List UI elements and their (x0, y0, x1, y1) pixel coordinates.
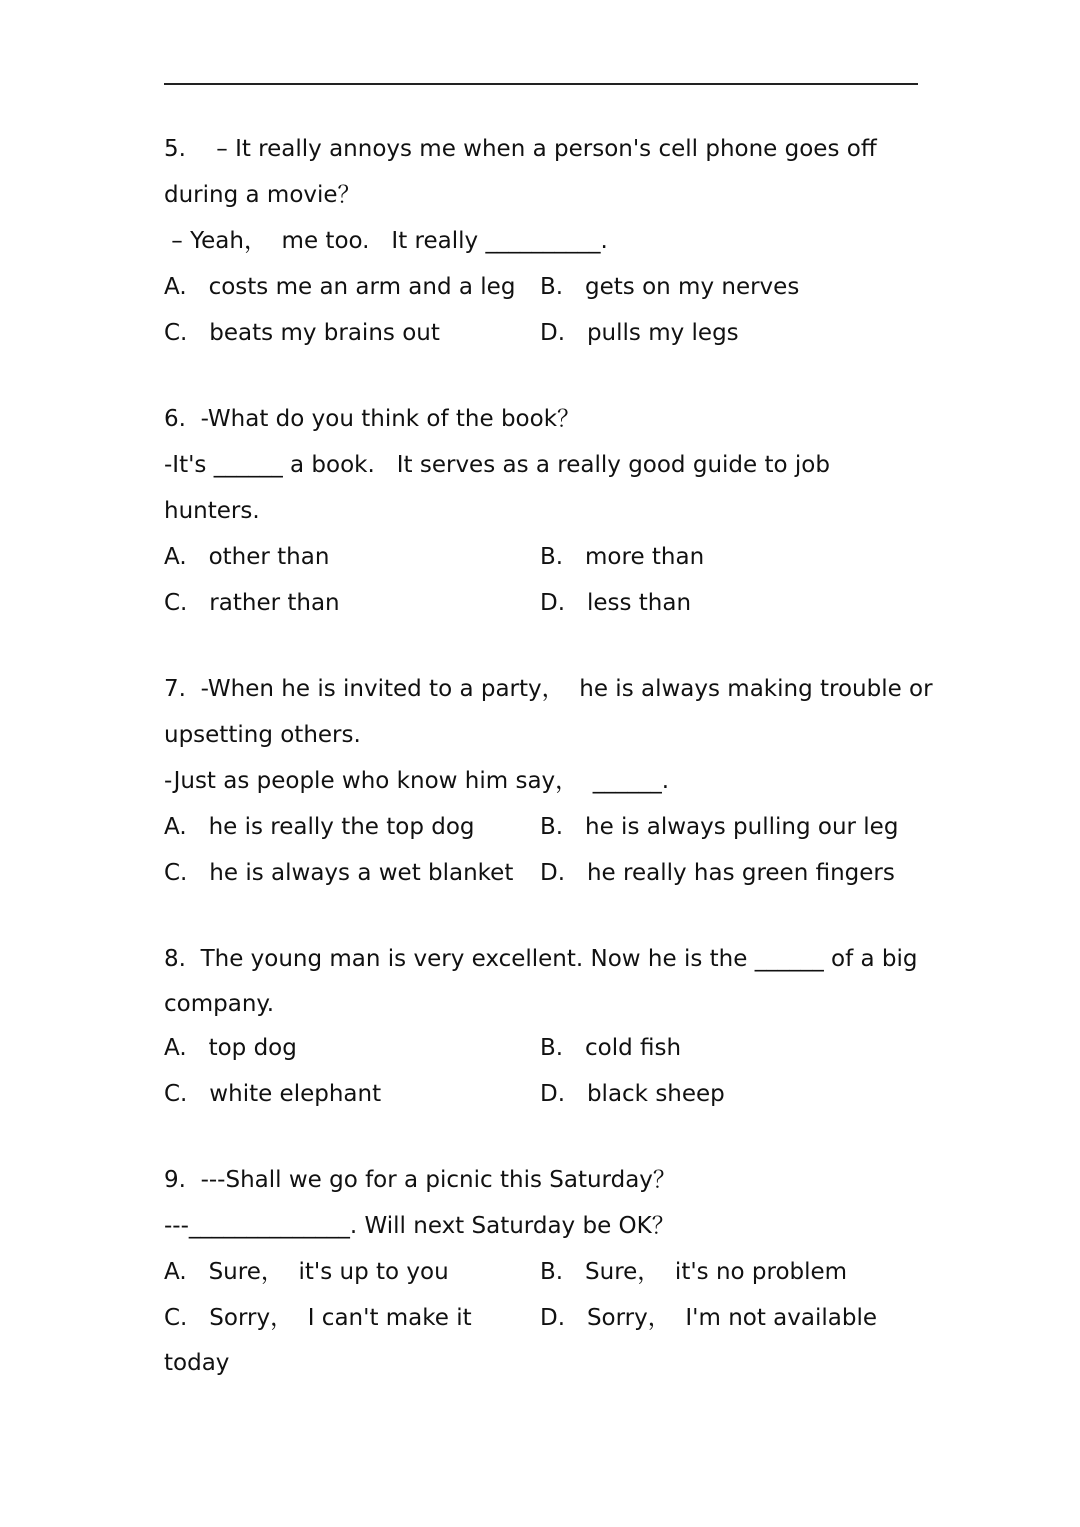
answer-blank: ______________ (188, 1213, 350, 1239)
option-b: B. more than (540, 544, 705, 570)
answer-blank: ______ (754, 946, 824, 972)
question-stem: upsetting others. (164, 722, 361, 748)
option-c: C. he is always a wet blanket (164, 860, 514, 886)
question-stem: ---______________. Will next Saturday be OK？ (164, 1213, 675, 1239)
option-b: B. gets on my nerves (540, 274, 800, 300)
option-c: C. Sorry， I can't make it (164, 1305, 472, 1331)
question-stem: 5. – It really annoys me when a person's cell phone goes off (164, 136, 877, 162)
option-d: D. black sheep (540, 1081, 725, 1107)
question-stem: 6. -What do you think of the book？ (164, 406, 581, 432)
option-a: A. other than (164, 544, 330, 570)
question-stem: -It's ______ a book. It serves as a really good guide to job (164, 452, 830, 478)
question-stem: 9. ---Shall we go for a picnic this Saturday？ (164, 1167, 676, 1193)
answer-blank: __________ (485, 228, 601, 254)
option-c-continuation: today (164, 1350, 230, 1376)
option-d: D. pulls my legs (540, 320, 739, 346)
question-stem: 8. The young man is very excellent. Now he is the ______ of a big (164, 946, 918, 972)
option-b: B. cold fish (540, 1035, 682, 1061)
option-d: D. less than (540, 590, 692, 616)
question-stem: 7. -When he is invited to a party， he is always making trouble or (164, 676, 933, 702)
answer-blank: ______ (592, 768, 662, 794)
option-c: C. white elephant (164, 1081, 382, 1107)
question-stem: – Yeah， me too. It really __________. (164, 228, 608, 254)
option-a: A. Sure， it's up to you (164, 1259, 449, 1285)
option-b: B. he is always pulling our leg (540, 814, 899, 840)
question-stem: company. (164, 991, 275, 1017)
option-d: D. he really has green fingers (540, 860, 895, 886)
option-a: A. he is really the top dog (164, 814, 475, 840)
answer-blank: ______ (213, 452, 283, 478)
option-c: C. beats my brains out (164, 320, 440, 346)
option-c: C. rather than (164, 590, 340, 616)
question-stem: -Just as people who know him say， ______. (164, 768, 670, 794)
question-stem: hunters. (164, 498, 260, 524)
option-a: A. costs me an arm and a leg (164, 274, 516, 300)
option-a: A. top dog (164, 1035, 297, 1061)
question-stem: during a movie？ (164, 182, 361, 208)
option-b: B. Sure， it's no problem (540, 1259, 848, 1285)
option-d: D. Sorry， I'm not available (540, 1305, 877, 1331)
header-rule (164, 83, 918, 85)
